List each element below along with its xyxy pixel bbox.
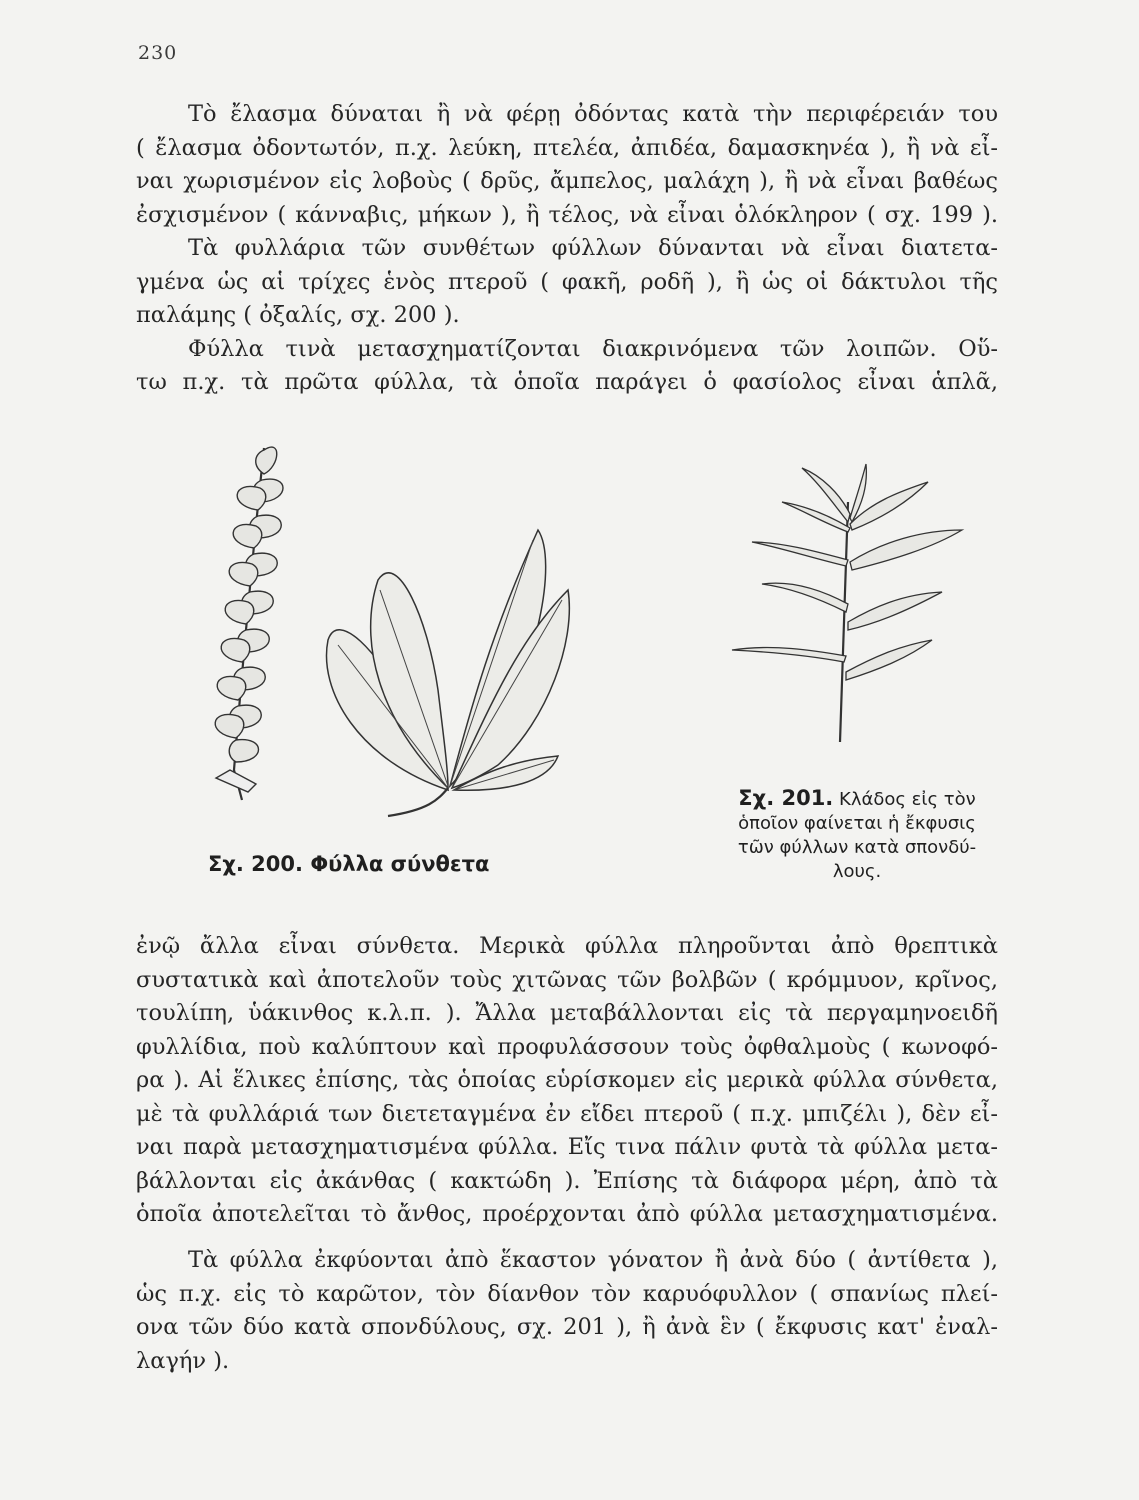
- text-line: Φύλλα τινὰ μετασχηματίζονται διακρινόμενα τῶν λοιπῶν. Οὕ-: [188, 335, 998, 362]
- text-line: γμένα ὡς αἱ τρίχες ἑνὸς πτεροῦ ( φακῆ, ροδῆ ), ἢ ὡς οἱ δάκτυλοι τῆς: [136, 268, 998, 295]
- figure-201-line: ὁποῖον φαίνεται ἡ ἔκφυσις: [738, 813, 976, 834]
- paragraph-1: [136, 98, 998, 400]
- text-line: ναι παρὰ μετασχηματισμένα φύλλα. Εἴς τινα πάλιν φυτὰ τὰ φύλλα μετα-: [136, 1134, 998, 1160]
- text-line: ( ἔλασμα ὀδοντωτόν, π.χ. λεύκη, πτελέα, ἀπιδέα, δαμασκηνέα ), ἢ νὰ εἶ-: [136, 134, 998, 161]
- text-line: Τὸ ἔλασμα δύναται ἢ νὰ φέρῃ ὀδόντας κατὰ τὴν περιφέρειάν του: [188, 101, 998, 127]
- whorled-branch-illustration: [722, 462, 972, 762]
- text-line: παλάμης ( ὀξαλίς, σχ. 200 ).: [136, 302, 460, 328]
- text-line: Τὰ φυλλάρια τῶν συνθέτων φύλλων δύνανται νὰ εἶναι διατετα-: [188, 235, 998, 261]
- text-line: ρα ). Αἱ ἕλικες ἐπίσης, τὰς ὁποίας εὑρίσκομεν εἰς μερικὰ φύλλα σύνθετα,: [136, 1067, 998, 1093]
- figure-201-line: λους.: [832, 861, 882, 882]
- text-line: μὲ τὰ φυλλάριά των διετεταγμένα ἐν εἴδει πτεροῦ ( π.χ. μπιζέλι ), δὲν εἶ-: [136, 1100, 998, 1127]
- text-line: Τὰ φύλλα ἐκφύονται ἀπὸ ἕκαστον γόνατον ἢ ἀνὰ δύο ( ἀντίθετα ),: [188, 1247, 998, 1273]
- page-number: 230: [138, 42, 178, 64]
- figure-201-label: Σχ. 201.: [738, 786, 834, 810]
- text-line: ἐνῷ ἄλλα εἶναι σύνθετα. Μερικὰ φύλλα πληροῦνται ἀπὸ θρεπτικὰ: [136, 933, 998, 959]
- text-line: ονα τῶν δύο κατὰ σπονδύλους, σχ. 201 ), ἢ ἀνὰ ἓν ( ἔκφυσις κατ' ἐναλ-: [136, 1314, 998, 1340]
- paragraph-2: [136, 930, 998, 1232]
- text-line: ἐσχισμένον ( κάνναβις, μήκων ), ἢ τέλος, νὰ εἶναι ὁλόκληρον ( σχ. 199 ).: [136, 201, 998, 228]
- figure-200-caption: [208, 852, 489, 876]
- paragraph-3: [136, 1244, 998, 1378]
- text-line: λαγήν ).: [136, 1347, 230, 1374]
- text-line: τω π.χ. τὰ πρῶτα φύλλα, τὰ ὁποῖα παράγει ὁ φασίολος εἶναι ἁπλᾶ,: [136, 369, 998, 395]
- text-line: ναι χωρισμένον εἰς λοβοὺς ( δρῦς, ἄμπελος, μαλάχη ), ἢ νὰ εἶναι βαθέως: [136, 168, 998, 194]
- text-line: τουλίπη, ὑάκινθος κ.λ.π. ). Ἄλλα μεταβάλλονται εἰς τὰ περγαμηνοειδῆ: [136, 1000, 998, 1026]
- figure-201-line: τῶν φύλλων κατὰ σπονδύ-: [737, 837, 977, 858]
- figure-201-caption: [712, 786, 1002, 884]
- figure-200-title: Φύλλα σύνθετα: [310, 852, 490, 876]
- figure-200-label: Σχ. 200.: [208, 852, 303, 876]
- text-line: βάλλονται εἰς ἀκάνθας ( κακτώδη ). Ἐπίσης τὰ διάφορα μέρη, ἀπὸ τὰ: [136, 1167, 998, 1194]
- figure-201-line: Κλάδος εἰς τὸν: [839, 789, 976, 810]
- text-line: ὡς π.χ. εἰς τὸ καρῶτον, τὸν δίανθον τὸν καρυόφυλλον ( σπανίως πλεί-: [136, 1280, 998, 1307]
- text-line: συστατικὰ καὶ ἀποτελοῦν τοὺς χιτῶνας τῶν βολβῶν ( κρόμμυον, κρῖνος,: [136, 966, 998, 993]
- palmate-leaf-illustration: [318, 520, 578, 820]
- text-line: φυλλίδια, ποὺ καλύπτουν καὶ προφυλάσσουν τοὺς ὀφθαλμοὺς ( κωνοφό-: [136, 1033, 998, 1060]
- pinnate-leaf-illustration: [172, 440, 302, 820]
- text-line: ὁποῖα ἀποτελεῖται τὸ ἄνθος, προέρχονται ἀπὸ φύλλα μετασχηματισμένα.: [136, 1201, 998, 1227]
